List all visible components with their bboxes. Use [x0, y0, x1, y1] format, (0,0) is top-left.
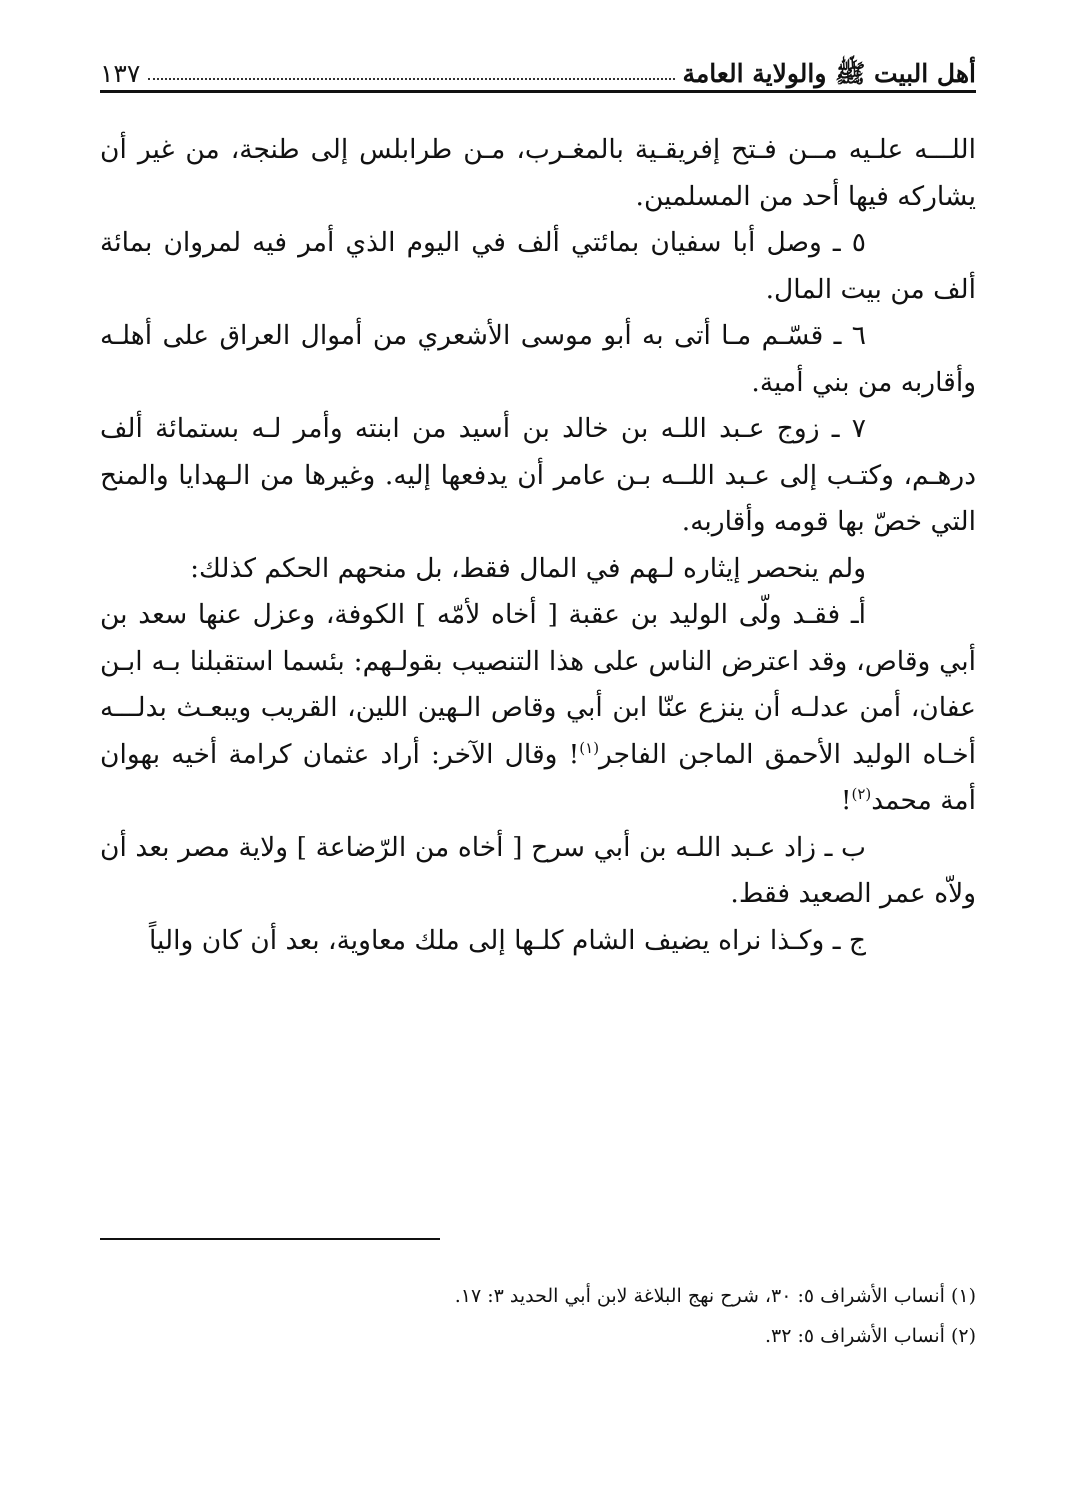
footnote-separator	[100, 1238, 440, 1240]
footnotes	[100, 1276, 976, 1356]
paragraph: ولم ينحصر إيثاره لـهم في المال فقط، بل منحهم الحكم كذلك:	[190, 552, 866, 584]
paragraph: ٦ ـ قسّـم مـا أتى به أبو موسى الأشعري من أموال العراق على أهلـه وأقاربه من بني أمية.	[100, 320, 976, 398]
paragraph: ٥ ـ وصل أبا سفيان بمائتي ألف في اليوم الذي أمر فيه لمروان بمائة ألف من بيت المال.	[100, 227, 976, 305]
header-title: أهل البيت ﷺ والولاية العامة	[682, 59, 976, 88]
page-number: ١٣٧	[100, 59, 141, 88]
paragraph: ٧ ـ زوج عـبد اللـه بن خالد بن أسيد من ابنته وأمر لـه بستمائة ألف درهـم، وكتـب إلى عـبد اللــه بـن عامر أن يدفعها إليه. وغيرها من الـهدايا والمنح التي خصّ بها قومه وأقاربه.	[100, 413, 976, 537]
paragraph: ج ـ وكـذا نراه يضيف الشام كلـها إلى ملك معاوية، بعد أن كان والياً	[148, 924, 866, 956]
footnote-ref[interactable]: (١)	[579, 738, 600, 757]
footnote: (١) أنساب الأشراف ٥: ٣٠، شرح نهج البلاغة لابن أبي الحديد ٣: ١٧.	[454, 1285, 976, 1307]
header-leader-dots	[148, 77, 674, 80]
paragraph: اللـــه علـيه مــن فـتح إفريقـية بالمغـرب، مـن طرابلس إلى طنجة، من غير أن يشاركه فيها أحد من المسلمين.	[100, 134, 976, 212]
paragraph	[100, 592, 976, 825]
main-text	[100, 127, 976, 964]
footnote: (٢) أنساب الأشراف ٥: ٣٢.	[765, 1325, 976, 1347]
footnote-ref[interactable]: (٢)	[851, 785, 872, 804]
paragraph-text: ! وقال الآخر: أراد عثمان كرامة أخيه بهوان أمة محمد	[100, 738, 976, 816]
running-header	[100, 40, 976, 86]
header-rule	[100, 90, 976, 93]
paragraph-text: !	[840, 785, 852, 816]
paragraph-text: أـ فقـد ولّى الوليد بن عقبة [ أخاه لأمّه ] الكوفة، وعزل عنها سعد بن أبي وقاص، وقد اعترض الناس على هذا التنصيب بقولـهم: بئسما استقبلنا بـه ابـن عفان، أمن عدلـه أن ينزع عنّا ابن أبي وقاص الـهين اللين، القريب ويبعـث بدلـــه أخـاه الوليد الأحمق الماجن الفاجر	[100, 599, 976, 770]
paragraph: ب ـ زاد عـبد اللـه بن أبي سرح [ أخاه من الرّضاعة ] ولاية مصر بعد أن ولاّه عمر الصعيد فقط.	[100, 831, 976, 909]
book-page	[100, 40, 976, 1460]
